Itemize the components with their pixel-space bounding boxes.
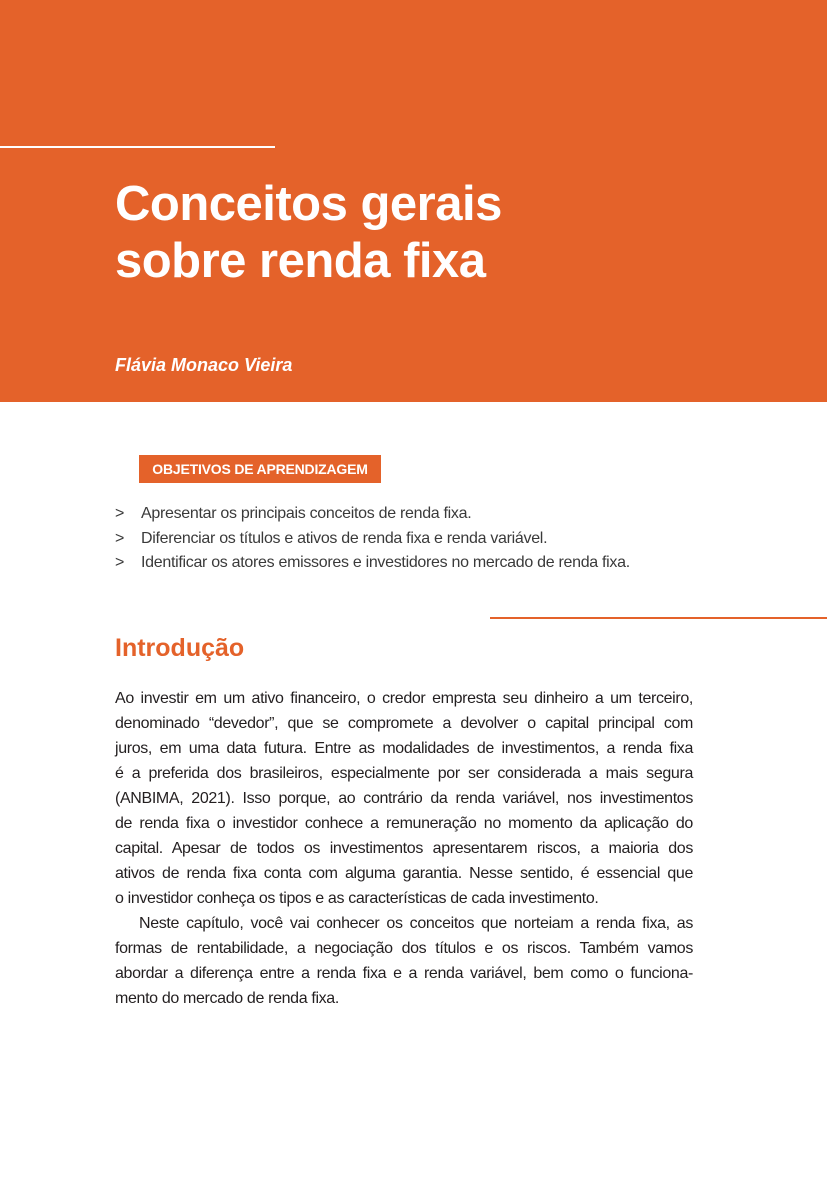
header-divider [0,146,275,148]
body-line: (ANBIMA, 2021). Isso porque, ao contrário da renda variável, nos investimentos [115,790,693,807]
body-line: Ao investir em um ativo financeiro, o credor empresta seu dinheiro a um terceiro, [115,690,693,707]
section-heading: Introdução [115,634,245,662]
body-line: Neste capítulo, você vai conhecer os conceitos que norteiam a renda fixa, as [139,915,693,932]
body-line: denominado “devedor”, que se compromete a devolver o capital principal com [115,715,693,732]
section-divider [490,617,827,619]
title-line: sobre renda fixa [115,234,486,288]
body-line: é a preferida dos brasileiros, especialmente por ser considerada a mais segura [115,765,693,782]
objective-text: Apresentar os principais conceitos de renda fixa. [141,505,472,522]
chevron-right-icon: > [115,554,125,571]
body-line: formas de rentabilidade, a negociação dos títulos e os riscos. Também vamos [115,940,693,957]
author-name: Flávia Monaco Vieira [115,355,293,375]
body-line: abordar a diferença entre a renda fixa e a renda variável, bem como o funciona- [115,965,693,982]
body-line: juros, em uma data futura. Entre as modalidades de investimentos, a renda fixa [115,740,693,757]
chevron-right-icon: > [115,530,125,547]
chevron-right-icon: > [115,505,125,522]
body-line: capital. Apesar de todos os investimentos apresentarem riscos, a maioria dos [115,840,693,857]
body-line: mento do mercado de renda fixa. [115,990,339,1007]
intro-body [115,686,693,1011]
objective-item [115,554,630,572]
body-line: de renda fixa o investidor conhece a remuneração no momento da aplicação do [115,815,693,832]
body-line: o investidor conheça os tipos e as características de cada investimento. [115,890,599,907]
objective-item [115,530,547,548]
title-line: Conceitos gerais [115,177,502,231]
objectives-badge: OBJETIVOS DE APRENDIZAGEM [139,455,381,483]
objective-item [115,505,471,523]
chapter-header [0,0,827,402]
body-line: ativos de renda fixa conta com alguma garantia. Nesse sentido, é essencial que [115,865,693,882]
objective-text: Diferenciar os títulos e ativos de renda fixa e renda variável. [141,530,548,547]
objective-text: Identificar os atores emissores e investidores no mercado de renda fixa. [141,554,630,571]
chapter-title [115,176,502,290]
